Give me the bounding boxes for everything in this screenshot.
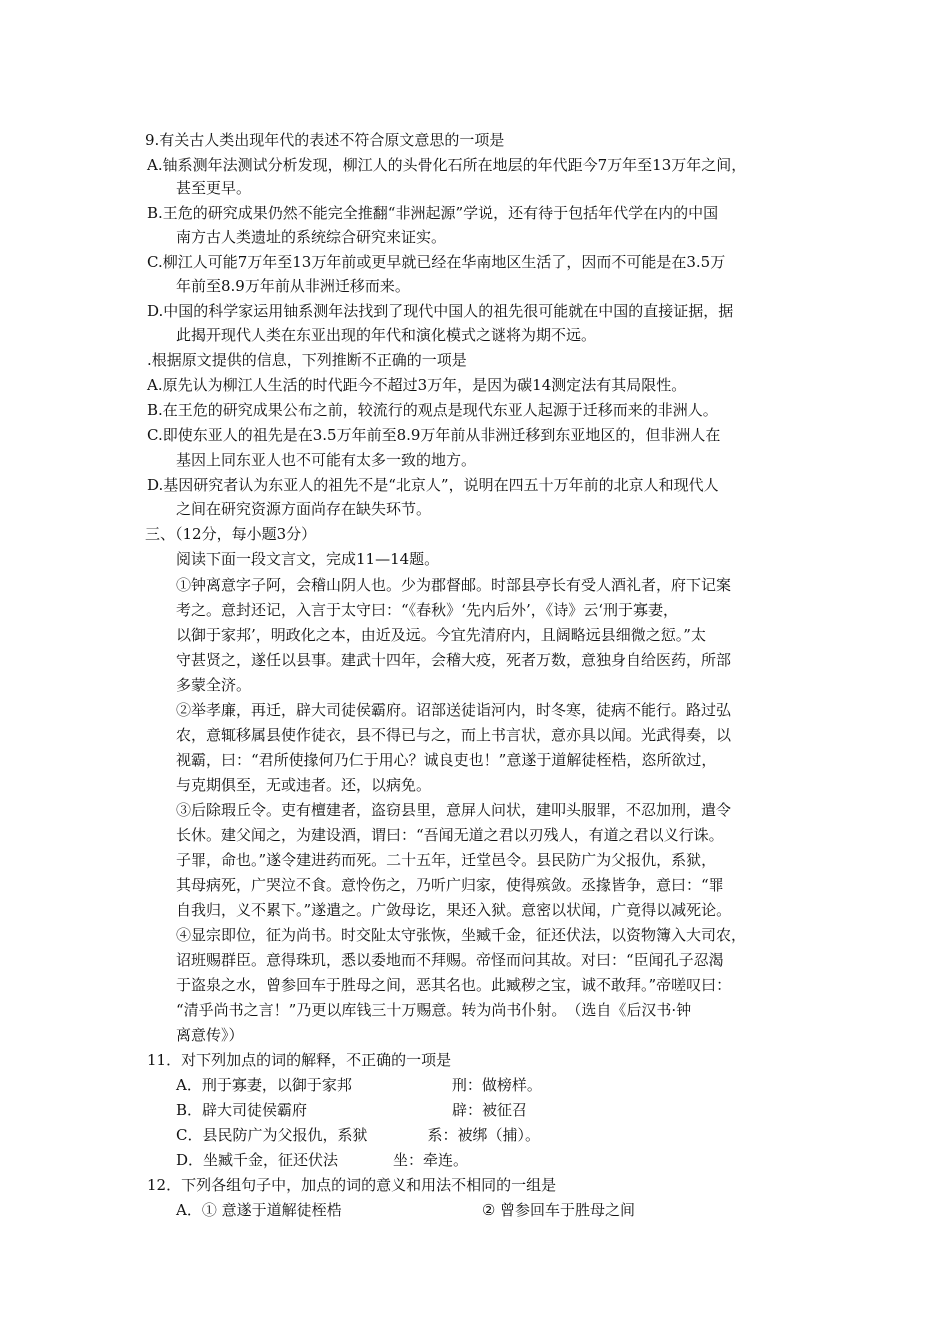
passage-p1-line: 考之。意封还记，入言于太守曰：“《春秋》‘先内后外’，《诗》云‘刑于寡妻， [176, 601, 678, 619]
q12-stem: 12．下列各组句子中，加点的词的意义和用法不相同的一组是 [147, 1176, 557, 1194]
passage-p4-line: 诏班赐群臣。意得珠玑，悉以委地而不拜赐。帝怪而问其故。对曰：“臣闻孔子忍渴 [176, 951, 724, 969]
q9-stem: 9.有关古人类出现年代的表述不符合原文意思的一项是 [145, 131, 505, 149]
passage-p3-line: 子罪，命也。”遂令建进药而死。二十五年，迁堂邑令。县民防广为父报仇，系狱， [176, 851, 717, 869]
passage-p2-line: 与克期俱至，无或违者。还，以病免。 [176, 776, 432, 794]
passage-p3-line: 长休。建父闻之，为建设酒，谓曰：“吾闻无道之君以刃残人，有道之君以义行诛。 [176, 826, 724, 844]
q10-option-a: A.原先认为柳江人生活的时代距今不超过3万年，是因为碳14测定法有其局限性。 [147, 376, 687, 394]
q9-option-a: A.铀系测年法测试分析发现，柳江人的头骨化石所在地层的年代距今7万年至13万年之间， [147, 156, 747, 174]
passage-p4-line: ④显宗即位，征为尚书。时交阯太守张恢，坐臧千金，征还伏法，以资物簿入大司农， [176, 926, 747, 944]
q11-option [176, 1124, 540, 1146]
passage-p1-line: ①钟离意字子阿，会稽山阴人也。少为郡督邮。时部县亭长有受人酒礼者，府下记案 [176, 576, 732, 594]
passage-p2-line: 农，意辄移属县使作徒衣，县不得已与之，而上书言状，意亦具以闻。光武得奏，以 [176, 726, 732, 744]
q12-option-a [176, 1199, 635, 1221]
passage-p3-line: ③后除瑕丘令。吏有檀建者，盗窃县里，意屏人问状，建叩头服罪，不忍加刑，遣令 [176, 801, 732, 819]
passage-p2-line: ②举孝廉，再迁，辟大司徒侯霸府。诏部送徒诣河内，时冬寒，徒病不能行。路过弘 [176, 701, 732, 719]
q11-stem: 11．对下列加点的词的解释，不正确的一项是 [147, 1051, 452, 1069]
q11-option-text: 坐臧千金，征还伏法 [203, 1151, 339, 1169]
passage-p4-line: 离意传》） [176, 1026, 244, 1044]
q11-option [176, 1099, 527, 1121]
passage-p1-line: 守甚贤之，遂任以县事。建武十四年，会稽大疫，死者万数，意独身自给医药，所部 [176, 651, 732, 669]
q10-option-c-cont: 基因上同东亚人也不可能有太多一致的地方。 [176, 451, 477, 469]
q10-stem: .根据原文提供的信息，下列推断不正确的一项是 [147, 351, 467, 369]
q11-option [176, 1074, 542, 1096]
q10-option-b: B.在王危的研究成果公布之前，较流行的观点是现代东亚人起源于迁移而来的非洲人。 [147, 401, 718, 419]
passage-p1-line: 以御于家邦’，明政化之本，由近及远。今宜先清府内，且阔略远县细微之愆。”太 [176, 626, 706, 644]
q11-option-gloss: 辟：被征召 [452, 1101, 528, 1119]
q11-option-letter: B． [176, 1101, 203, 1119]
q11-option-letter: A． [176, 1076, 202, 1094]
passage-p3-line: 其母病死，广哭泣不食。意怜伤之，乃听广归家，使得殡敛。丞掾皆争，意曰：“罪 [176, 876, 724, 894]
q12-option-a-first: ① 意遂于道解徒桎梏 [201, 1201, 342, 1219]
q9-option-a-cont: 甚至更早。 [176, 179, 252, 197]
q9-option-d-cont: 此揭开现代人类在东亚出现的年代和演化模式之谜将为期不远。 [176, 326, 597, 344]
q11-option-text: 刑于寡妻，以御于家邦 [201, 1076, 352, 1094]
section-heading: 三、（12分，每小题3分） [145, 525, 317, 543]
q11-option [176, 1149, 468, 1171]
passage-p4-line: “清乎尚书之言！”乃更以库钱三十万赐意。转为尚书仆射。 （选自《后汉书·钟 [176, 1001, 692, 1019]
passage-p4-line: 于盗泉之水，曾参回车于胜母之间，恶其名也。此臧秽之宝，诚不敢拜。”帝嗟叹曰： [176, 976, 732, 994]
passage-p3-line: 自我归，义不累下。”遂遣之。广敛母讫，果还入狱。意密以状闻，广竟得以减死论。 [176, 901, 732, 919]
q10-option-d-cont: 之间在研究资源方面尚存在缺失环节。 [176, 500, 432, 518]
passage-p1-line: 多蒙全济。 [176, 676, 252, 694]
q9-option-c: C.柳江人可能7万年至13万年前或更早就已经在华南地区生活了，因而不可能是在3.5万 [147, 253, 726, 271]
q11-option-text: 县民防广为父报仇，系狱 [202, 1126, 368, 1144]
q11-option-gloss: 刑：做榜样。 [451, 1076, 542, 1094]
q11-option-text: 辟大司徒侯霸府 [202, 1101, 308, 1119]
q11-option-letter: D． [176, 1151, 204, 1169]
q10-option-d: D.基因研究者认为东亚人的祖先不是“北京人”，说明在四五十万年前的北京人和现代人 [147, 476, 719, 494]
q12-option-a-second: ② 曾参回车于胜母之间 [481, 1201, 636, 1219]
q12-option-letter: A． [176, 1201, 202, 1219]
q11-option-letter: C． [176, 1126, 203, 1144]
q10-option-c: C.即使东亚人的祖先是在3.5万年前至8.9万年前从非洲迁移到东亚地区的，但非洲人在 [147, 426, 721, 444]
section-instruction: 阅读下面一段文言文，完成11—14题。 [176, 550, 440, 568]
q9-option-d: D.中国的科学家运用铀系测年法找到了现代中国人的祖先很可能就在中国的直接证据，据 [147, 302, 734, 320]
q9-option-b: B.王危的研究成果仍然不能完全推翻“非洲起源”学说，还有待于包括年代学在内的中国 [147, 204, 719, 222]
q9-option-c-cont: 年前至8.9万年前从非洲迁移而来。 [176, 277, 410, 295]
q11-option-gloss: 坐：牵连。 [393, 1151, 469, 1169]
q9-option-b-cont: 南方古人类遗址的系统综合研究来证实。 [176, 228, 447, 246]
q11-option-gloss: 系：被绑（捕）。 [427, 1126, 540, 1144]
passage-p2-line: 视霸，曰：“君所使掾何乃仁于用心？诚良吏也！”意遂于道解徒桎梏，恣所欲过， [176, 751, 717, 769]
